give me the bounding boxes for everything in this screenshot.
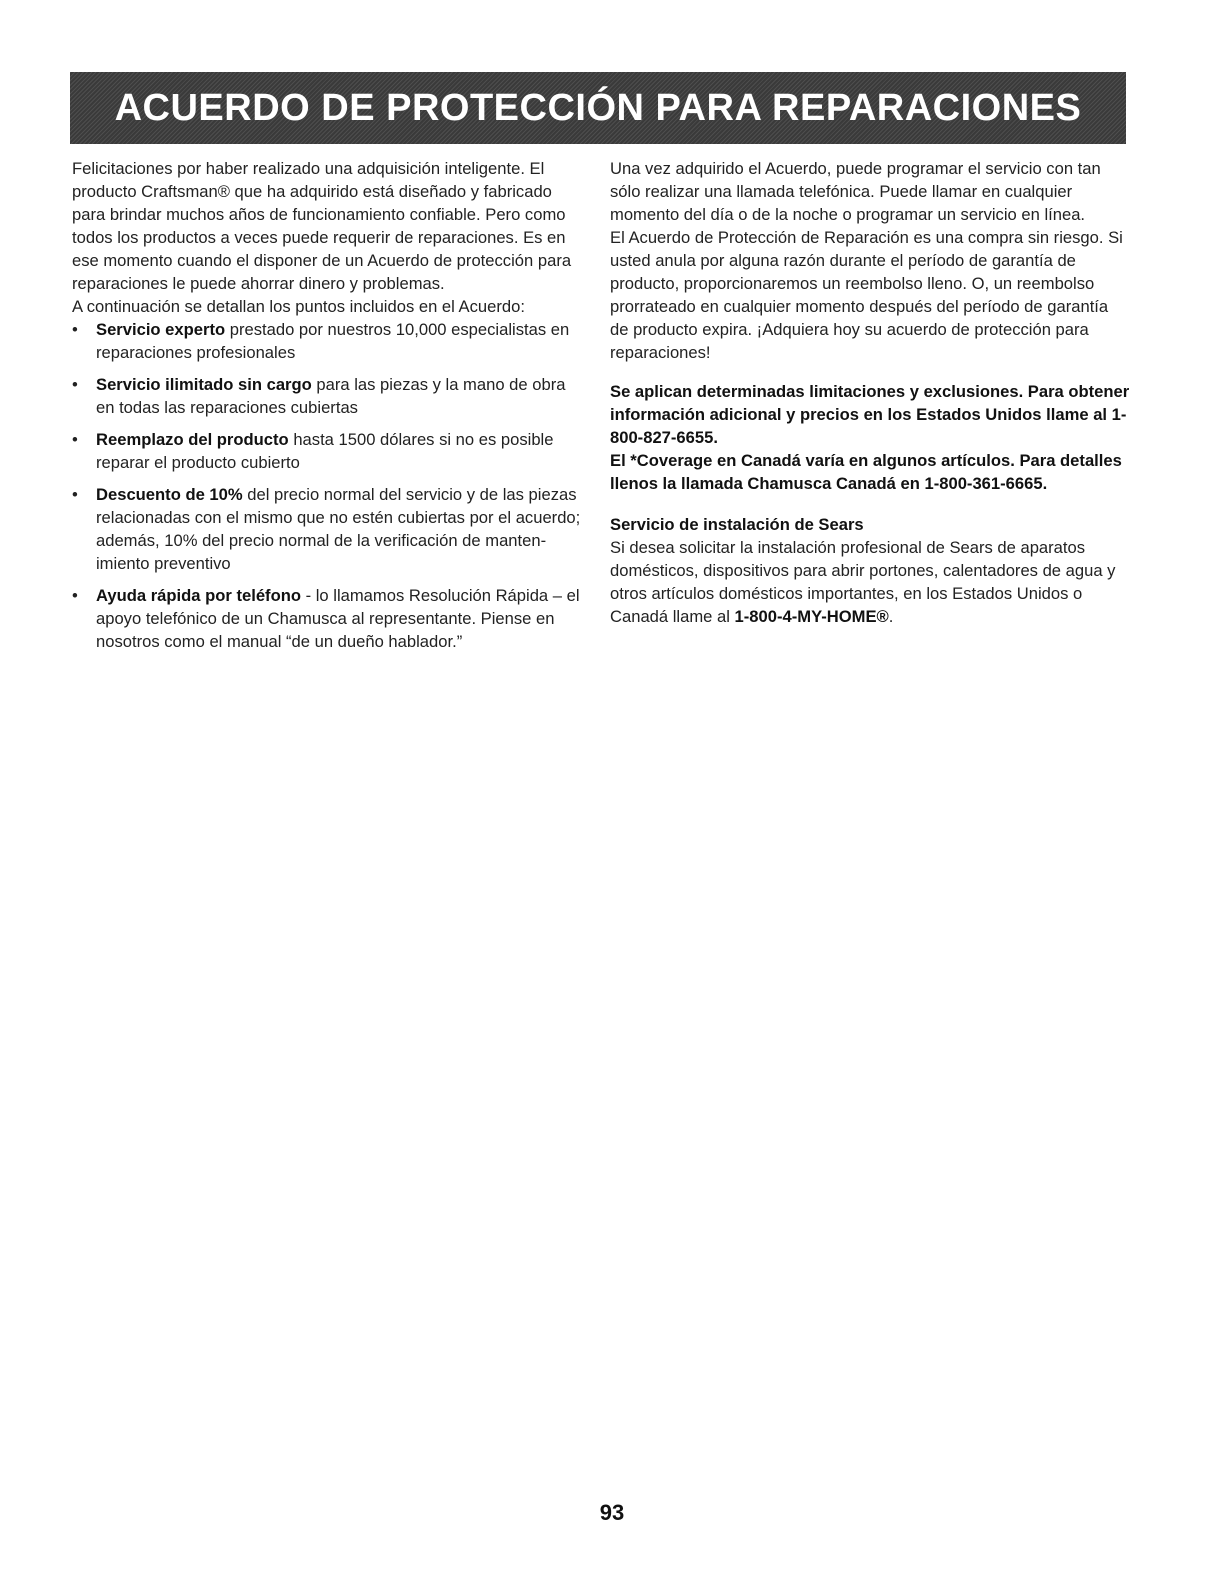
right-column [610, 157, 1130, 628]
list-item: • Reemplazo del producto hasta 1500 dólares si no es posible reparar el producto cubierto [72, 430, 554, 472]
installation-paragraph: Si desea solicitar la instalación profesional de Sears de aparatos domésticos, dispositivos para abrir portones, calentadores de agua y otros artículos domésticos importantes, en los Estados Unidos o Canadá llame al 1-800-4-MY-HOME®. [610, 538, 1116, 626]
bullet-icon: • [72, 430, 78, 449]
list-item: • Descuento de 10% del precio normal del servicio y de las piezas relacionadas con el mismo que no estén cubiertas por el acuerdo; además, 10% del precio normal de la verificación de manten- imiento preventivo [72, 485, 581, 573]
us-limitations-notice: Se aplican determinadas limitaciones y exclusiones. Para obtener información adicional y precios en los Estados Unidos llame al 1-800-827-6655. [610, 382, 1130, 447]
list-item: • Ayuda rápida por teléfono - lo llamamos Resolución Rápida – el apoyo telefónico de un Chamusca al representante. Piense en nosotros como el manual “de un dueño hablador.” [72, 586, 580, 651]
bullet-icon: • [72, 375, 78, 394]
page-title: ACUERDO DE PROTECCIÓN PARA REPARACIONES [114, 86, 1082, 129]
page-number: 93 [599, 1500, 625, 1525]
intro-paragraph: Felicitaciones por haber realizado una adquisición inteligente. El producto Craftsman® que ha adquirido está diseñado y fabricado para brindar muchos años de funcionamiento confiable. Pero como todos los productos a veces puede requerir de reparaciones. Es en ese momento cuando el disponer de un Acuerdo de protección para reparaciones le puede ahorrar dinero y problemas. [72, 159, 572, 293]
benefits-list [72, 318, 584, 653]
service-paragraph: Una vez adquirido el Acuerdo, puede programar el servicio con tan sólo realizar una llamada telefónica. Puede llamar en cualquier momento del día o de la noche o programar un servicio en línea. [610, 159, 1101, 224]
header-banner [70, 72, 1126, 144]
bullet-icon: • [72, 485, 78, 504]
list-item: • Servicio ilimitado sin cargo para las piezas y la mano de obra en todas las reparaciones cubiertas [72, 375, 566, 417]
risk-free-paragraph: El Acuerdo de Protección de Reparación es una compra sin riesgo. Si usted anula por alguna razón durante el período de garantía de producto, proporcionaremos un reembolso lleno. O, un reembolso prorrateado en cualquier momento después del período de garantía de producto expira. ¡Adquiera hoy su acuerdo de protección para reparaciones! [610, 228, 1123, 362]
bullet-icon: • [72, 320, 78, 339]
canada-coverage-notice: El *Coverage en Canadá varía en algunos artículos. Para detalles llenos la llamada Chamusca Canadá en 1-800-361-6665. [610, 451, 1122, 493]
installation-phone: 1-800-4-MY-HOME® [734, 607, 889, 626]
installation-title: Servicio de instalación de Sears [610, 515, 864, 534]
bullet-icon: • [72, 586, 78, 605]
list-intro: A continuación se detallan los puntos incluidos en el Acuerdo: [72, 297, 525, 316]
list-item: • Servicio experto prestado por nuestros 10,000 especialistas en reparaciones profesionales [72, 320, 570, 362]
left-column [72, 157, 584, 662]
